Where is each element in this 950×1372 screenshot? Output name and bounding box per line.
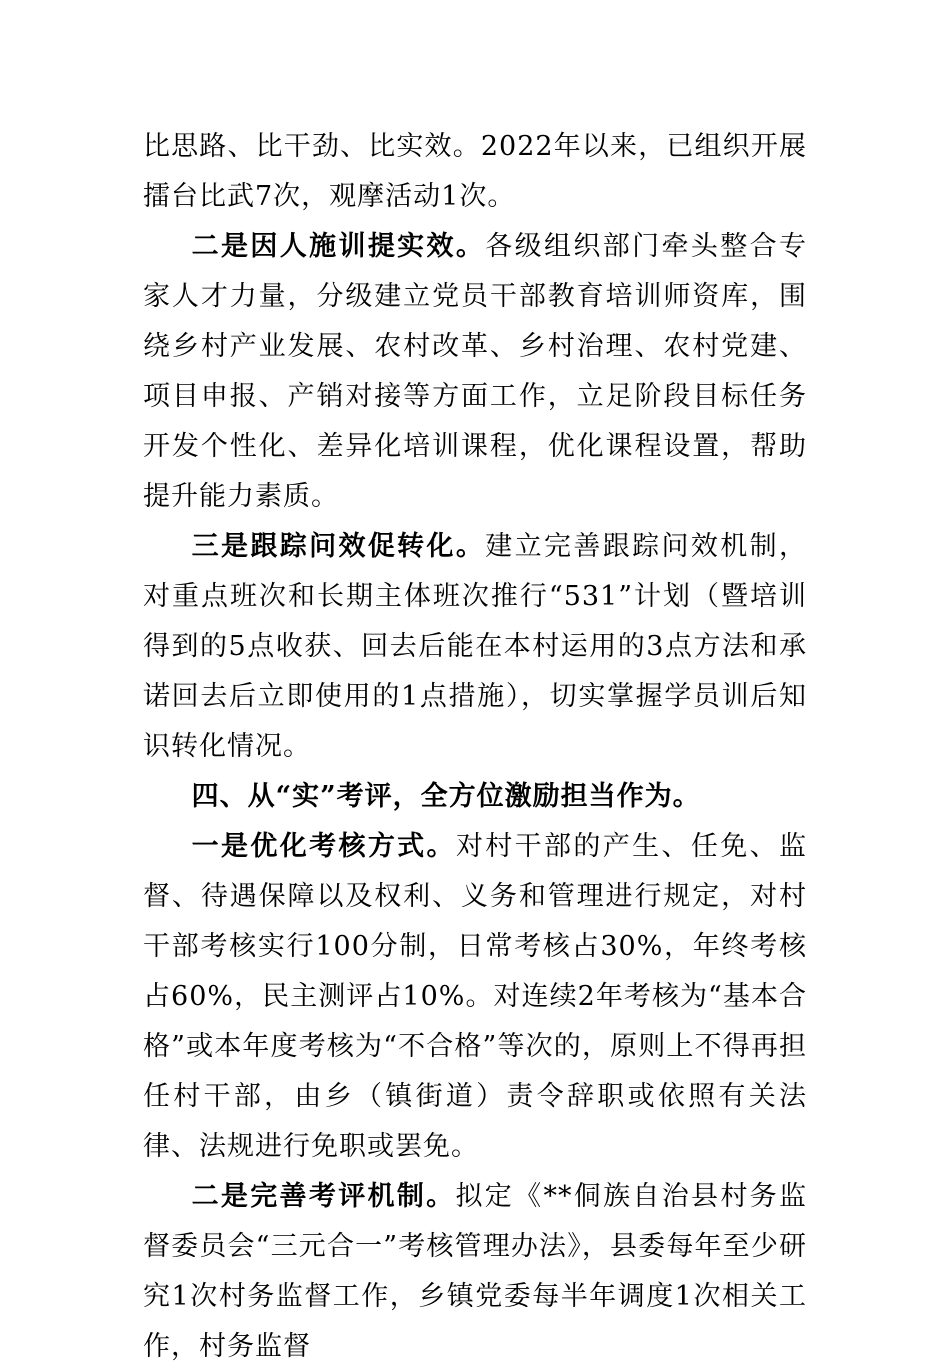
paragraph-lead: 三是跟踪问效促转化。 [191, 531, 486, 562]
section-heading [143, 772, 807, 822]
paragraph-3 [143, 522, 807, 772]
paragraph-text: 建立完善跟踪问效机制，对重点班次和长期主体班次推行“531”计划（暨培训得到的5点收获、回去后能在本村运用的3点方法和承诺回去后立即使用的1点措施），切实掌握学员训后知识转化情况。 [143, 531, 807, 762]
paragraph-6 [143, 1172, 807, 1372]
paragraph-lead: 二是完善考评机制。 [191, 1181, 456, 1212]
paragraph-text: 各级组织部门牵头整合专家人才力量，分级建立党员干部教育培训师资库，围绕乡村产业发展、农村改革、乡村治理、农村党建、项目申报、产销对接等方面工作，立足阶段目标任务开发个性化、差异化培训课程，优化课程设置，帮助提升能力素质。 [143, 231, 807, 512]
paragraph-text: 拟定《**侗族自治县村务监督委员会“三元合一”考核管理办法》，县委每年至少研究1次村务监督工作，乡镇党委每半年调度1次相关工作，村务监督 [143, 1181, 808, 1362]
paragraph-5 [143, 822, 807, 1172]
paragraph-lead: 一是优化考核方式。 [191, 831, 456, 862]
paragraph-text: 比思路、比干劲、比实效。2022年以来，已组织开展擂台比武7次，观摩活动1次。 [143, 131, 807, 212]
paragraph-text: 对村干部的产生、任免、监督、待遇保障以及权利、义务和管理进行规定，对村干部考核实行100分制，日常考核占30%，年终考核占60%，民主测评占10%。对连续2年考核为“基本合格”或本年度考核为“不合格”等次的，原则上不得再担任村干部，由乡（镇街道）责令辞职或依照有关法律、法规进行免职或罢免。 [143, 831, 808, 1162]
paragraph-lead: 二是因人施训提实效。 [191, 231, 486, 262]
paragraph-1 [143, 122, 807, 222]
section-heading-text: 四、从“实”考评，全方位激励担当作为。 [191, 781, 701, 812]
paragraph-2 [143, 222, 807, 522]
